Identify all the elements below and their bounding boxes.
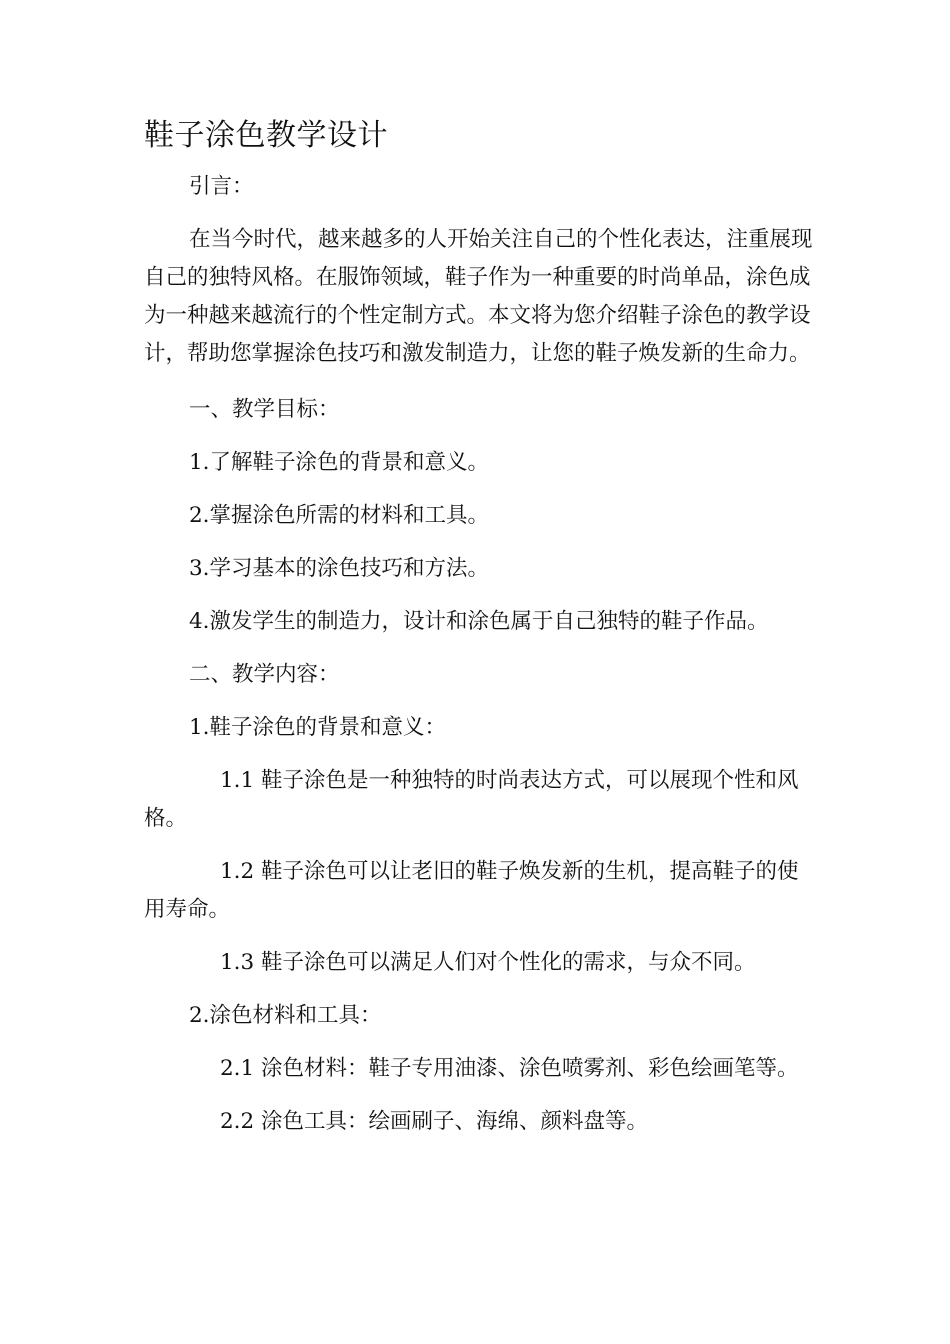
section-heading-goals: 一、教学目标： (189, 397, 340, 422)
intro-paragraph: 在当今时代，越来越多的人开始关注自己的个性化表达，注重展现自己的独特风格。在服饰领域，鞋子作为一种重要的时尚单品，涂色成为一种越来越流行的个性定制方式。本文将为您介绍鞋子涂色的教学设计，帮助您掌握涂色技巧和激发制造力，让您的鞋子焕发新的生命力。 (144, 227, 813, 366)
intro-heading: 引言： (189, 174, 254, 199)
document-title: 鞋子涂色教学设计 (144, 118, 388, 153)
content-2-item-1: 2.1 涂色材料：鞋子专用油漆、涂色喷雾剂、彩色绘画笔等。 (220, 1056, 799, 1081)
goal-item-1: 1.了解鞋子涂色的背景和意义。 (189, 450, 490, 475)
content-2-item-2: 2.2 涂色工具：绘画刷子、海绵、颜料盘等。 (220, 1109, 649, 1134)
section-heading-content: 二、教学内容： (189, 662, 340, 687)
document-body (144, 168, 816, 1141)
content-1-item-3: 1.3 鞋子涂色可以满足人们对个性化的需求，与众不同。 (220, 950, 756, 975)
goal-item-3: 3.学习基本的涂色技巧和方法。 (189, 556, 490, 581)
content-1-item-1: 1.1 鞋子涂色是一种独特的时尚表达方式，可以展现个性和风格。 (144, 768, 799, 831)
goal-item-4: 4.激发学生的制造力，设计和涂色属于自己独特的鞋子作品。 (189, 609, 769, 634)
content-2-heading: 2.涂色材料和工具： (189, 1003, 382, 1028)
goal-item-2: 2.掌握涂色所需的材料和工具。 (189, 503, 490, 528)
content-1-heading: 1.鞋子涂色的背景和意义： (189, 715, 447, 740)
content-1-item-2: 1.2 鞋子涂色可以让老旧的鞋子焕发新的生机，提高鞋子的使用寿命。 (144, 859, 799, 922)
